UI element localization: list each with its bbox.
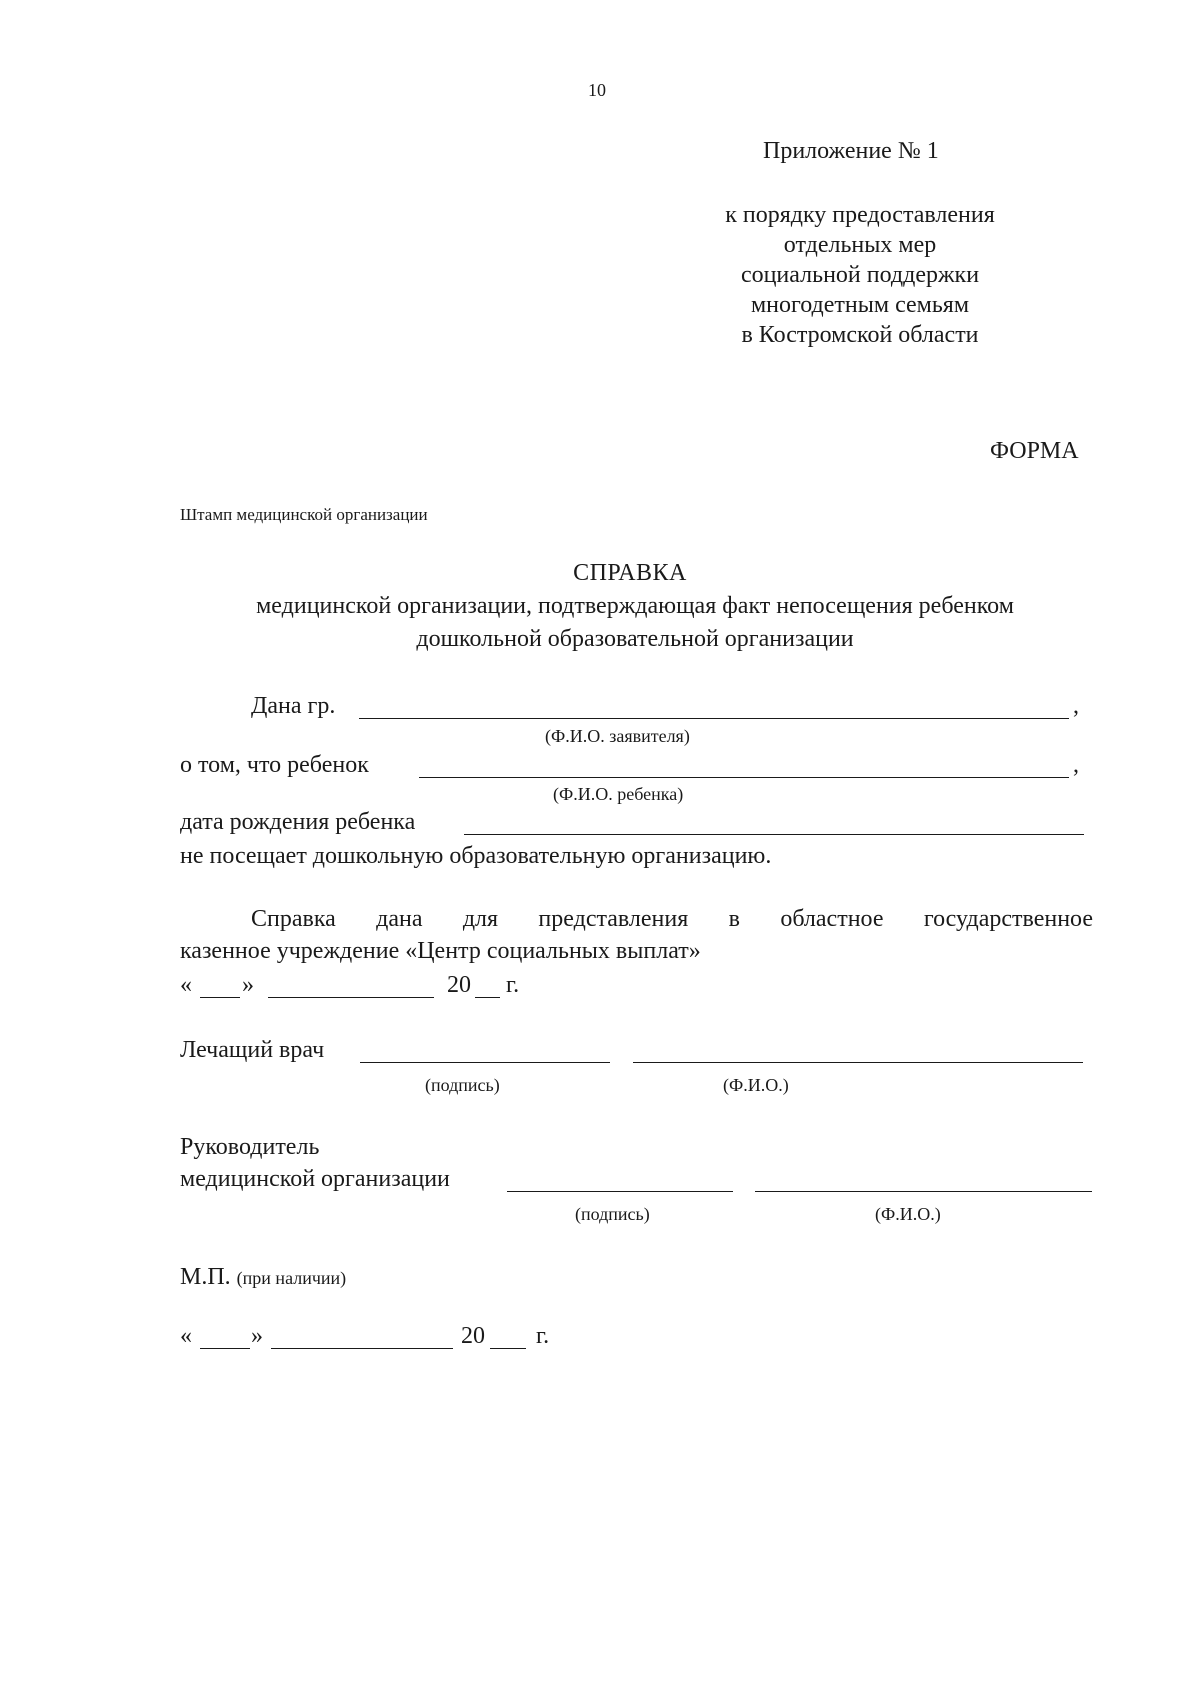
date2-year-prefix: 20 [461,1323,485,1349]
doctor-signature-line[interactable] [360,1062,610,1063]
doctor-name-hint: (Ф.И.О.) [723,1075,789,1095]
head-name-line[interactable] [755,1191,1092,1192]
appendix-line: социальной поддержки [740,262,980,288]
seal-block [180,1264,346,1291]
date2-month-line[interactable] [271,1348,453,1349]
birthdate-label: дата рождения ребенка [180,809,416,835]
purpose-word: государственное [923,906,1093,932]
appendix-line: в Костромской области [741,322,979,348]
purpose-word: представления [538,906,689,932]
document-subtitle-line2: дошкольной образовательной организации [416,626,854,652]
birthdate-line[interactable] [464,834,1084,835]
document-subtitle-line1: медицинской организации, подтверждающая факт непосещения ребенком [256,593,1014,619]
date1-day-line[interactable] [200,997,240,998]
doctor-signature-hint: (подпись) [425,1075,500,1095]
date2-year-line[interactable] [490,1348,526,1349]
child-comma: , [1073,752,1079,778]
purpose-word: для [462,906,499,932]
head-signature-hint: (подпись) [575,1204,650,1224]
purpose-word: Справка [251,906,336,932]
child-hint: (Ф.И.О. ребенка) [553,784,684,804]
child-name-line[interactable] [419,777,1069,778]
purpose-word: в [728,906,740,932]
date1-month-line[interactable] [268,997,434,998]
appendix-title: Приложение № 1 [763,138,939,164]
purpose-line1 [251,906,1093,933]
appendix-line: к порядку предоставления [725,202,995,228]
not-attending-text: не посещает дошкольную образовательную организацию. [180,843,772,869]
document-title: СПРАВКА [573,560,687,586]
head-name-hint: (Ф.И.О.) [875,1204,941,1224]
appendix-line: отдельных мер [783,232,937,258]
seal-label: М.П. [180,1264,231,1290]
page-number: 10 [588,80,606,100]
appendix-subtitle [700,200,1020,350]
date1-close-quote: » [242,972,254,998]
purpose-word: дана [376,906,423,932]
date1-open-quote: « [180,972,192,998]
child-label: о том, что ребенок [180,752,369,778]
applicant-hint: (Ф.И.О. заявителя) [545,726,690,746]
date2-year-suffix: г. [536,1323,550,1349]
head-label-line2: медицинской организации [180,1166,450,1192]
purpose-line2: казенное учреждение «Центр социальных выплат» [180,938,701,964]
seal-note: (при наличии) [236,1268,347,1288]
date1-year-suffix: г. [506,972,520,998]
date1-year-line[interactable] [475,997,500,998]
stamp-label: Штамп медицинской организации [180,505,428,524]
appendix-line: многодетным семьям [750,292,970,318]
head-label-line1: Руководитель [180,1134,320,1160]
applicant-label: Дана гр. [251,693,336,719]
head-signature-line[interactable] [507,1191,733,1192]
form-label: ФОРМА [990,438,1079,464]
applicant-comma: , [1073,693,1079,719]
date1-year-prefix: 20 [447,972,471,998]
date2-open-quote: « [180,1323,192,1349]
doctor-label: Лечащий врач [180,1037,325,1063]
date2-day-line[interactable] [200,1348,250,1349]
date2-close-quote: » [251,1323,263,1349]
purpose-word: областное [780,906,884,932]
applicant-name-line[interactable] [359,718,1069,719]
doctor-name-line[interactable] [633,1062,1083,1063]
